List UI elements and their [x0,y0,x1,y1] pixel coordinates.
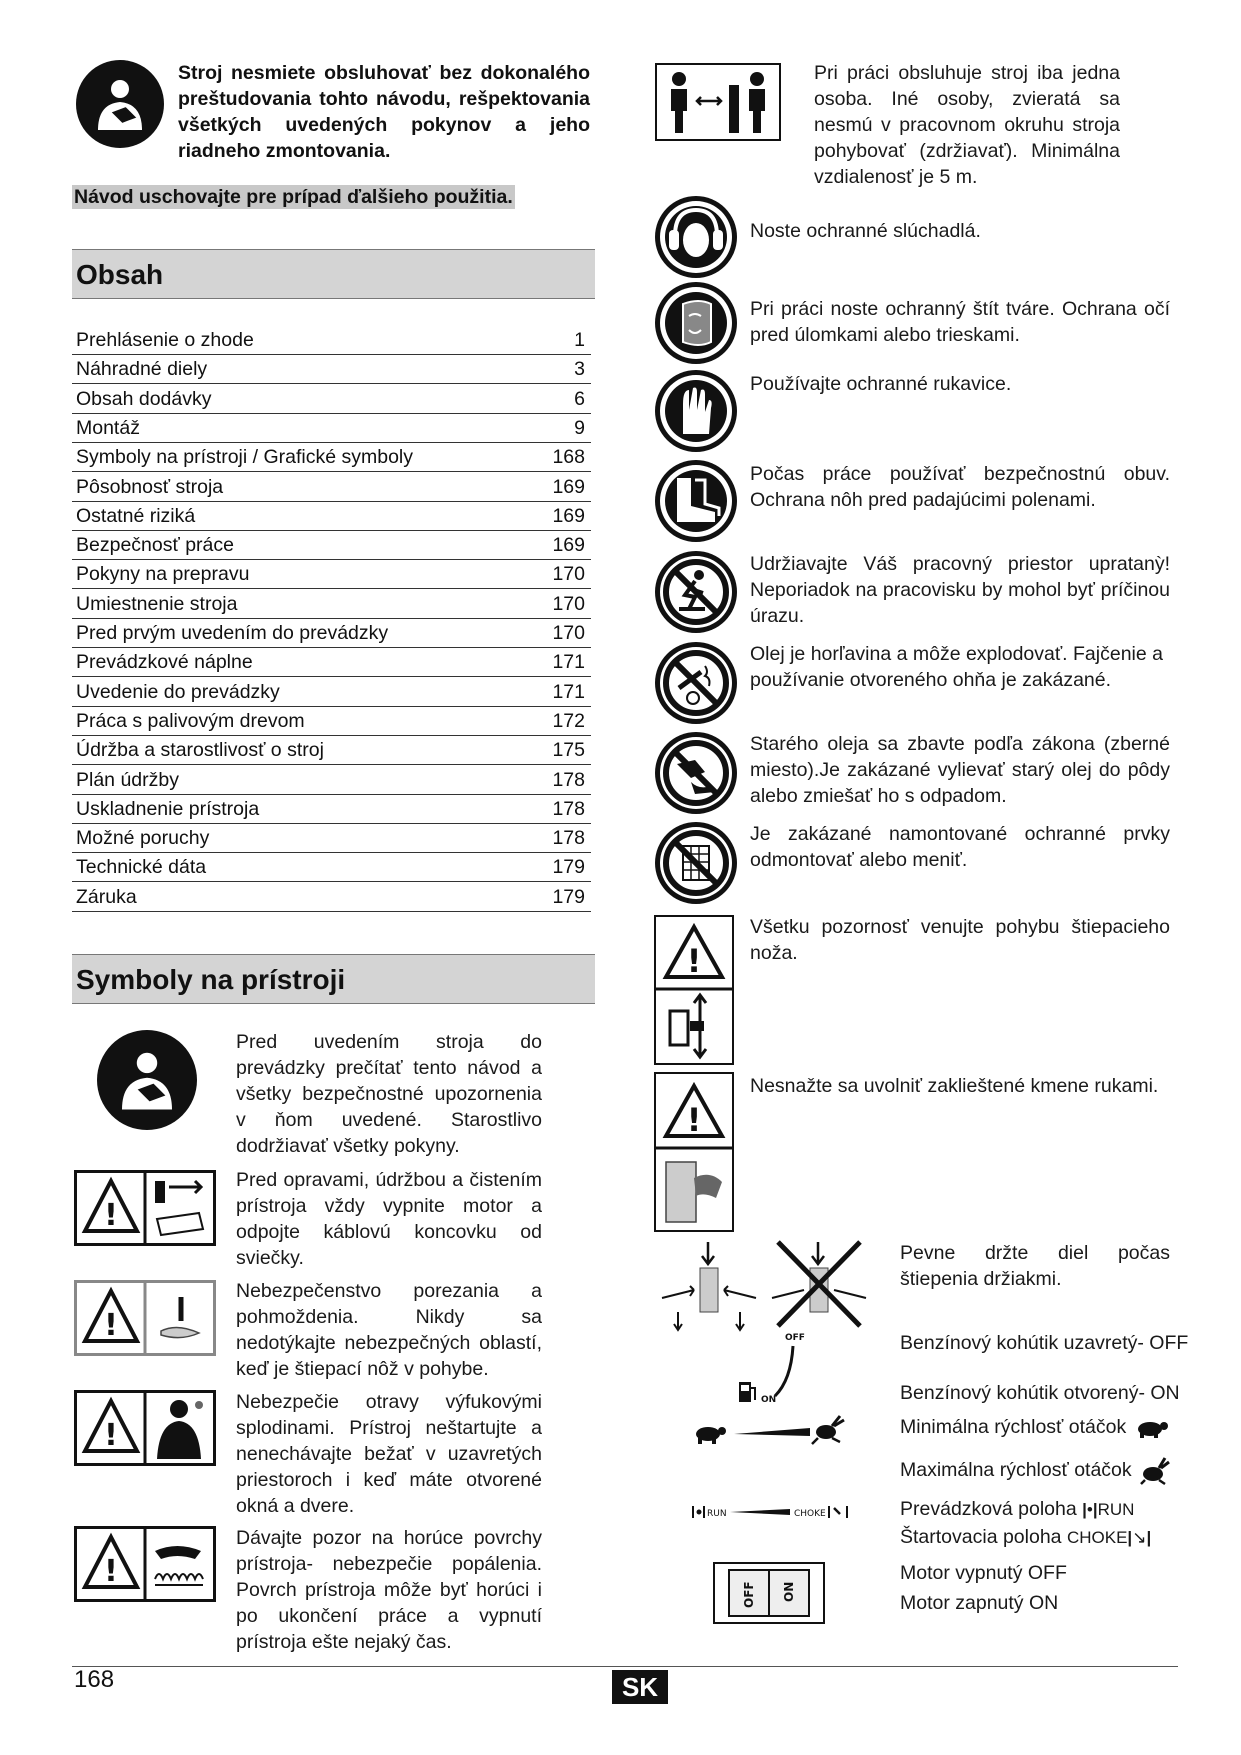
toc-row[interactable] [72,618,591,648]
toc-page: 171 [552,651,585,674]
toc-row[interactable] [72,882,591,912]
jammed-log-icon [654,1072,734,1232]
maintenance-warning-icon [74,1170,216,1246]
toc-label: Uskladnenie prístroja [76,797,260,820]
read-manual-icon [97,1030,197,1130]
toc-page: 6 [574,387,585,410]
toc-label: Prevádzkové náplne [76,651,253,674]
toc-title: Obsah [72,249,595,299]
no-guard-removal-icon [655,822,737,904]
toc-label: Pokyny na prepravu [76,563,250,586]
symbols-title: Symboly na prístroji [72,954,595,1004]
toc-page: 170 [552,622,585,644]
toc-row[interactable] [72,823,591,853]
switch-on-label: ON [782,1581,796,1602]
toc-page: 170 [552,592,585,615]
toc-row[interactable] [72,354,591,384]
toc-row[interactable] [72,852,591,882]
symbol-left-text: Pred uvedením stroja do prevádzky prečítať tento návod a všetky bezpečnostné upozornenia v ňom uvedené. Starostlivo dodržiavať všetky pokyny. [236,1031,542,1157]
choke-position-text [900,1524,1151,1551]
toc-row[interactable] [72,794,591,824]
face-shield-icon [655,282,737,364]
rabbit-icon [1137,1456,1171,1486]
motor-on-text: Motor zapnutý ON [900,1592,1059,1614]
toc-label: Technické dáta [76,856,207,879]
symbol-right-text: Noste ochranné slúchadlá. [750,220,981,242]
toc-row[interactable] [72,413,591,443]
toc-row[interactable] [72,559,591,589]
svg-text:!: ! [104,1554,118,1589]
toc-label: Možné poruchy [76,827,210,850]
motor-off-text: Motor vypnutý OFF [900,1562,1067,1584]
symbol-right-text: Udržiavajte Váš pracovný priestor upratanỳ! Neporiadok na pracovisku by mohol byť príčinou úrazu. [750,553,1170,627]
choke-label: CHOKE [1066,1528,1128,1547]
toc-row[interactable] [72,442,591,472]
run-label: RUN [1097,1500,1135,1519]
toc-label: Pôsobnosť stroja [76,475,224,498]
choke-position-label: Štartovacia poloha [900,1526,1062,1548]
symbol-right-text: Pevne držte diel počas štiepenia držiakmi. [900,1242,1170,1290]
toc-page: 9 [574,416,585,439]
symbol-right-text: Pri práci noste ochranný štít tváre. Ochrana očí pred úlomkami alebo trieskami. [750,298,1170,346]
toc-row[interactable] [72,589,591,619]
svg-text:!: ! [104,1308,118,1343]
run-symbol-icon: |•|RUN [1082,1500,1135,1519]
speed-min-text [900,1414,1172,1440]
toc-page: 175 [552,739,585,762]
choke-symbol-icon: CHOKE|↘| [1066,1528,1152,1547]
toc-page: 178 [552,768,585,791]
symbol-right-text: Nesnažte sa uvolniť zaklieštené kmene rukami. [750,1075,1159,1097]
toc-label: Pred prvým uvedením do prevádzky [76,622,389,644]
fuel-off-text: Benzínový kohútik uzavretý- OFF [900,1332,1189,1354]
toc-row[interactable] [72,677,591,707]
toc-label: Obsah dodávky [76,387,212,410]
choke-lever-icon [690,1502,850,1522]
toc-label: Umiestnenie stroja [76,592,238,615]
svg-text:!: ! [104,1418,118,1453]
toc-label: Práca s palivovým drevom [76,709,305,732]
toc-page: 179 [552,856,585,879]
toc-row[interactable] [72,325,591,355]
symbol-right-text: Pri práci obsluhuje stroj iba jedna osoba. Iné osoby, zvieratá sa nesmú v pracovnom okruhu stroja pohybovať (zdržiavať). Minimálna vzdialenosť je 5 m. [814,62,1120,188]
toc-label: Montáž [76,416,140,439]
toc-row[interactable] [72,647,591,677]
toc-page: 178 [552,797,585,820]
toc-label: Náhradné diely [76,358,208,381]
toc-label: Symboly na prístroji / Grafické symboly [76,446,414,469]
symbol-left-text: Dávajte pozor na horúce povrchy prístroja- nebezpečie popálenia. Povrch prístroja môže byť horúci i po ukončení práce a vypnutí prístroja ešte nejaký čas. [236,1527,542,1653]
toc-page: 169 [552,504,585,527]
toc-page: 171 [552,680,585,703]
symbol-left-text: Nebezpečie otravy výfukovými splodinami. Prístroj neštartujte a nenechávajte bežať v uzavretých priestoroch i keď máte otvorené okná a dvere. [236,1391,542,1517]
ear-protection-icon [655,196,737,278]
symbol-right-text: Všetku pozornosť venujte pohybu štiepacieho noža. [750,916,1170,964]
toc-label: Prehlásenie o zhode [76,329,254,351]
toc-page: 172 [552,709,585,732]
speed-max-label: Maximálna rýchlosť otáčok [900,1459,1132,1482]
throttle-slider-icon [690,1412,850,1448]
toc-row[interactable] [72,530,591,560]
switch-off-label: OFF [742,1581,756,1608]
toc-row[interactable] [72,706,591,736]
svg-text:!: ! [686,942,702,980]
oil-disposal-icon [655,732,737,814]
run-position-label: Prevádzková poloha [900,1498,1077,1520]
svg-text:!: ! [104,1198,118,1233]
exhaust-fumes-icon [74,1390,216,1466]
choke-mini-label: CHOKE [794,1509,826,1519]
symbol-right-text: Používajte ochranné rukavice. [750,373,1012,395]
fuel-on-text: Benzínový kohútik otvorený- ON [900,1382,1180,1404]
speed-min-label: Minimálna rýchlosť otáčok [900,1416,1127,1438]
toc-row[interactable] [72,472,591,502]
symbol-right-text: Starého oleja sa zbavte podľa zákona (zberné miesto).Je zakázané vylievať starý olej do pôdy alebo zmiešať ho s odpadom. [750,733,1170,807]
splitting-blade-icon [654,915,734,1065]
toc-label: Ostatné riziká [76,504,196,527]
no-smoking-icon [655,642,737,724]
page-number: 168 [74,1666,115,1693]
toc-label: Údržba a starostlivosť o stroj [76,739,324,762]
toc-page: 1 [574,329,585,351]
language-badge: SK [612,1670,668,1704]
toc-label: Plán údržby [76,768,179,791]
turtle-icon [1132,1417,1172,1439]
toc-page: 3 [574,358,585,381]
toc-row[interactable] [72,735,591,765]
cut-hazard-icon [74,1280,216,1356]
engine-switch-icon [713,1562,825,1624]
keep-note: Návod uschovajte pre prípad ďalšieho použitia. [74,186,513,208]
toc-row[interactable] [72,765,591,795]
toc-page: 169 [552,475,585,498]
toc-page: 168 [552,446,585,469]
toc-label: Záruka [76,885,137,908]
toc-page: 178 [552,827,585,850]
symbol-left-text: Nebezpečenstvo porezania a pohmoždenia. Nikdy sa nedotýkajte nebezpečných oblastí, keď je štiepací nôž v pohybe. [236,1280,542,1380]
symbol-right-text: Je zakázané namontované ochranné prvky odmontovať alebo meniť. [750,823,1170,871]
toc-page: 170 [552,563,585,586]
symbol-right-text: Olej je horľavina a môže explodovať. Fajčenie a používanie otvoreného ohňa je zakázané. [750,643,1163,691]
toc-label: Bezpečnosť práce [76,534,234,557]
hot-surface-icon [74,1526,216,1602]
footer-divider [72,1666,1178,1667]
run-position-text [900,1496,1134,1523]
safety-boots-icon [655,460,737,542]
fuel-on-label: ON [761,1395,777,1405]
toc-page: 179 [552,885,585,908]
intro-warning: Stroj nesmiete obsluhovať bez dokonalého preštudovania tohto návodu, rešpektovania všetkých uvedených pokynov a jeho riadneho zmontovania. [178,62,590,162]
toc-row[interactable] [72,384,591,414]
speed-max-text [900,1456,1171,1486]
read-manual-icon [76,60,164,148]
two-hand-operation-icon [654,1238,872,1332]
toc-row[interactable] [72,501,591,531]
symbol-right-text: Počas práce používať bezpečnostnú obuv. Ochrana nôh pred padajúcimi polenami. [750,463,1170,511]
symbol-left-text: Pred opravami, údržbou a čistením prístroja vždy vypnite motor a odpojte káblovú koncovku od sviečky. [236,1169,542,1269]
toc-page: 169 [552,534,585,557]
fuel-off-label: OFF [785,1333,805,1343]
svg-text:!: ! [686,1101,702,1139]
one-operator-icon [655,63,781,141]
tidy-workspace-icon [655,551,737,633]
gloves-icon [655,370,737,452]
toc-label: Uvedenie do prevádzky [76,680,280,703]
run-mini-label: RUN [707,1509,727,1519]
fuel-tap-icon [735,1330,815,1410]
